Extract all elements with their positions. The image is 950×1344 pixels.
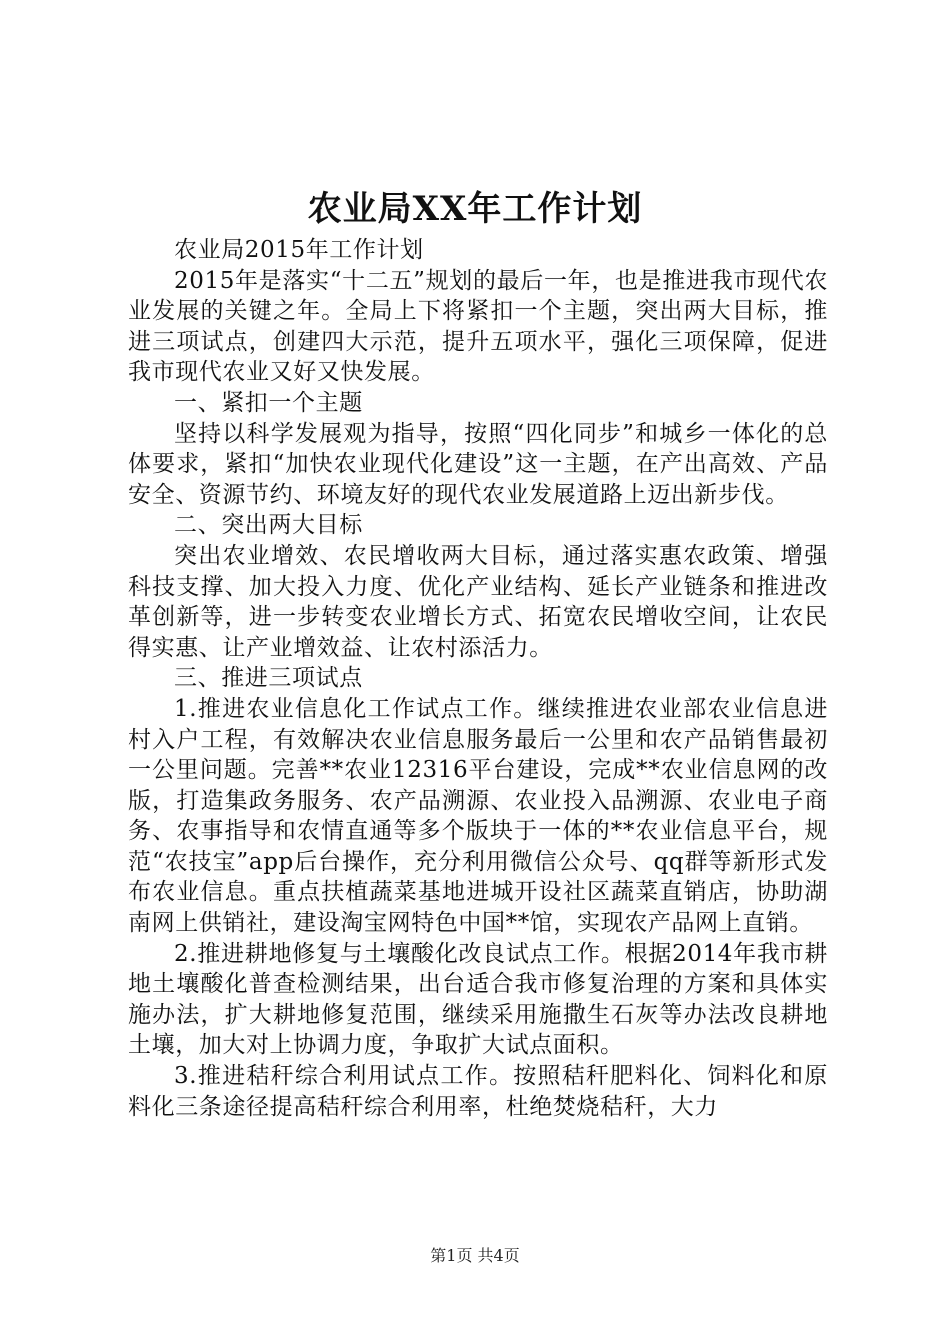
section-heading-1: 一、紧扣一个主题: [174, 389, 363, 416]
section-heading-2: 二、突出两大目标: [174, 512, 363, 539]
pilot-item-3: 3.推进秸秆综合利用试点工作。按照秸秆肥料化、饲料化和原料化三条途径提高秸秆综合利用率，杜绝焚烧秸秆，大力: [128, 1063, 828, 1120]
subtitle-line: 农业局2015年工作计划: [174, 237, 424, 263]
pilot-item-2: 2.推进耕地修复与土壤酸化改良试点工作。根据2014年我市耕地土壤酸化普查检测结果，出台适合我市修复治理的方案和具体实施办法，扩大耕地修复范围，继续采用施撒生石灰等办法改良耕地土壤，加大对上协调力度，争取扩大试点面积。: [128, 940, 828, 1059]
document-body: [128, 235, 828, 1122]
pilot-item-1: 1.推进农业信息化工作试点工作。继续推进农业部农业信息进村入户工程，有效解决农业信息服务最后一公里和农产品销售最初一公里问题。完善**农业12316平台建设，完成**农业信息网的改版，打造集政务服务、农产品溯源、农业投入品溯源、农业电子商务、农事指导和农情直通等多个版块于一体的**农业信息平台，规范“农技宝”app后台操作，充分利用微信公众号、qq群等新形式发布农业信息。重点扶植蔬菜基地进城开设社区蔬菜直销店，协助湖南网上供销社，建设淘宝网特色中国**馆，实现农产品网上直销。: [128, 695, 828, 937]
section-heading-3: 三、推进三项试点: [174, 665, 363, 692]
section-paragraph-2: 突出农业增效、农民增收两大目标，通过落实惠农政策、增强科技支撑、加大投入力度、优化产业结构、延长产业链条和推进改革创新等，进一步转变农业增长方式、拓宽农民增收空间，让农民得实惠、让产业增效益、让农村添活力。: [128, 542, 828, 661]
page-footer: 第1页 共4页: [430, 1246, 520, 1265]
section-paragraph-1: 坚持以科学发展观为指导，按照“四化同步”和城乡一体化的总体要求，紧扣“加快农业现代化建设”这一主题，在产出高效、产品安全、资源节约、环境友好的现代农业发展道路上迈出新步伐。: [128, 420, 828, 508]
intro-paragraph: 2015年是落实“十二五”规划的最后一年，也是推进我市现代农业发展的关键之年。全局上下将紧扣一个主题，突出两大目标，推进三项试点，创建四大示范，提升五项水平，强化三项保障，促进我市现代农业又好又快发展。: [128, 267, 828, 386]
document-title: 农业局XX年工作计划: [307, 189, 643, 229]
